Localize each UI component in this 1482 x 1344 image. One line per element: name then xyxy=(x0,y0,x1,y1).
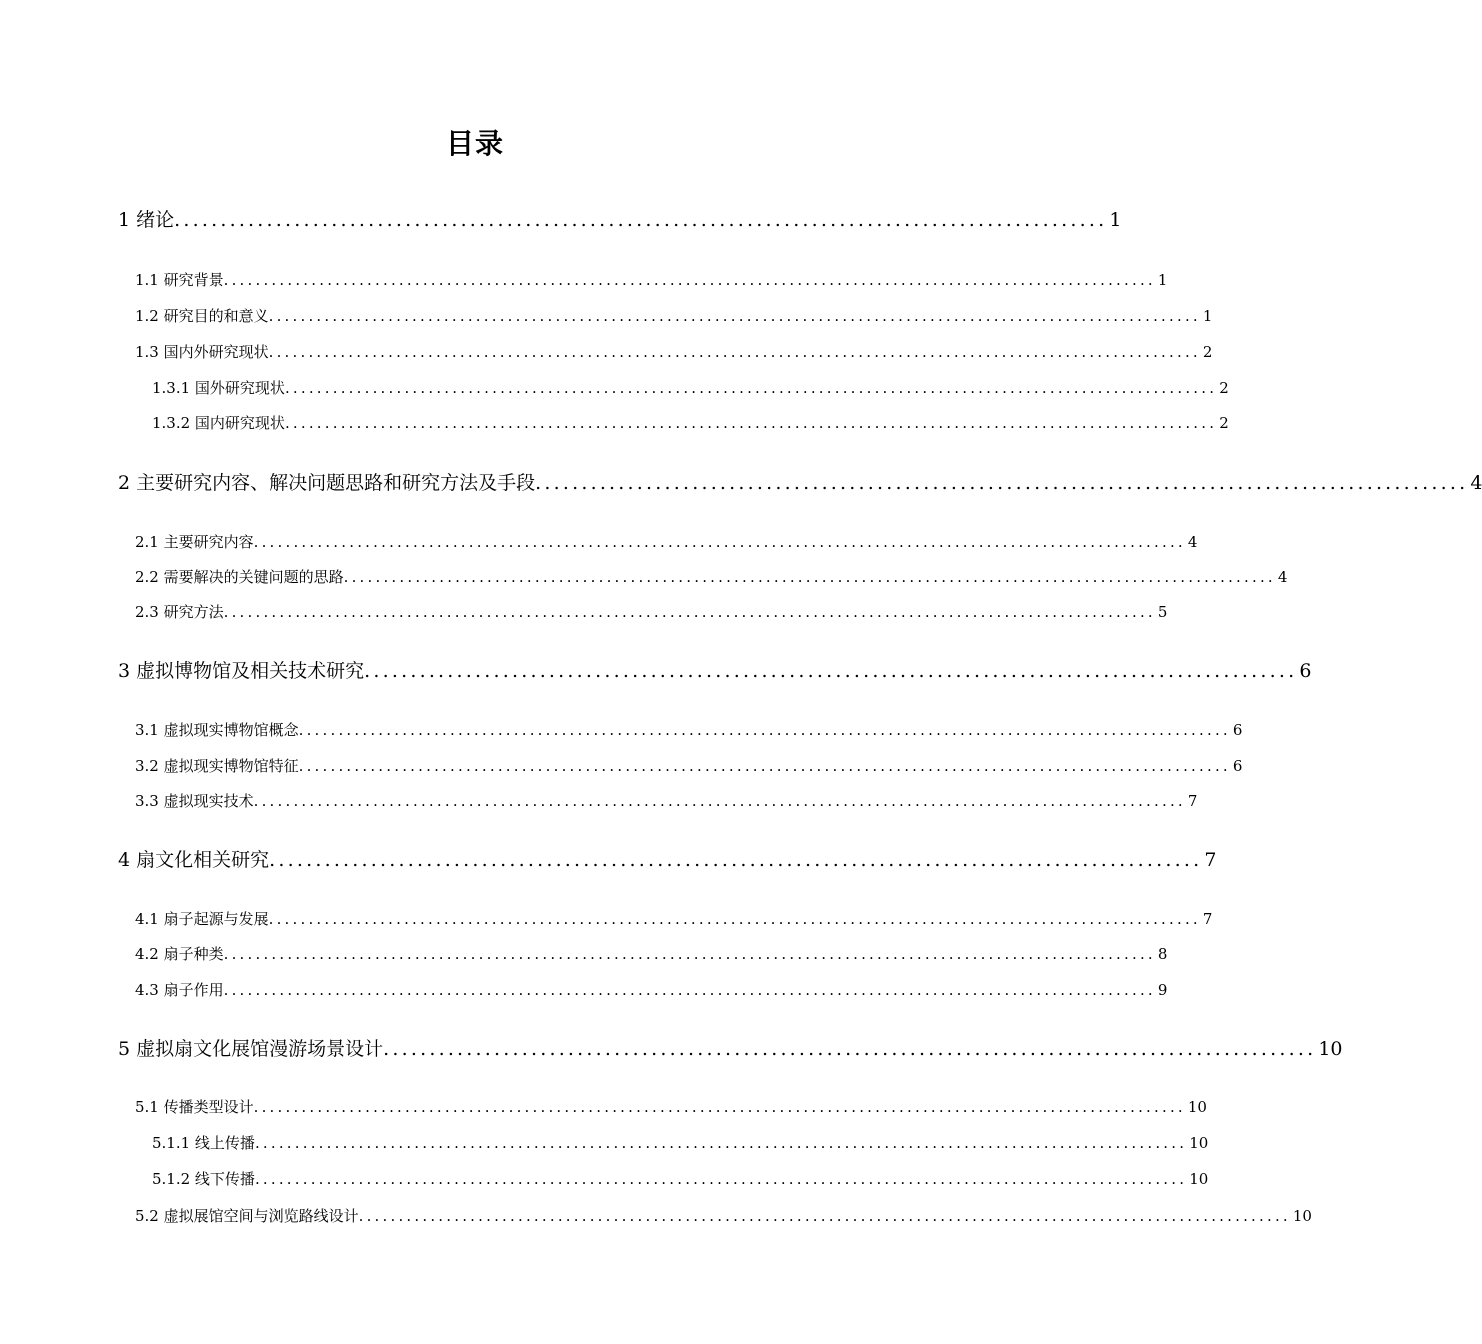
toc-entry[interactable] xyxy=(118,1035,1343,1063)
toc-entry-label: 1.3.1 国外研究现状 xyxy=(152,379,285,397)
toc-entry-page: 9 xyxy=(1157,981,1168,999)
toc-leader-dots: ..................................................................................................................... xyxy=(223,603,1156,621)
toc-entry-label: 4.1 扇子起源与发展 xyxy=(135,910,269,928)
toc-entry[interactable] xyxy=(135,341,1213,363)
toc-entry-page: 10 xyxy=(1292,1207,1312,1225)
toc-entry-page: 2 xyxy=(1202,343,1213,361)
toc-entry-page: 7 xyxy=(1204,849,1217,871)
toc-entry[interactable] xyxy=(135,1096,1207,1118)
toc-entry-label: 1.3.2 国内研究现状 xyxy=(152,414,285,432)
toc-leader-dots: ..................................................................................................... xyxy=(174,209,1108,231)
toc-entry-page: 1 xyxy=(1157,271,1168,289)
toc-entry-page: 10 xyxy=(1318,1038,1343,1060)
toc-entry[interactable] xyxy=(152,1168,1209,1190)
toc-leader-dots: ..................................................................................................................... xyxy=(298,721,1231,739)
toc-entry-page: 4 xyxy=(1277,568,1288,586)
toc-entry[interactable] xyxy=(135,908,1213,930)
toc-leader-dots: ..................................................................................................................... xyxy=(223,271,1156,289)
toc-entry-page: 1 xyxy=(1202,307,1213,325)
toc-leader-dots: ..................................................................................................................... xyxy=(268,307,1201,325)
toc-entry-label: 1.2 研究目的和意义 xyxy=(135,307,269,325)
toc-entry-page: 7 xyxy=(1202,910,1213,928)
toc-entry[interactable] xyxy=(118,657,1312,685)
toc-leader-dots: ..................................................................................................... xyxy=(364,660,1298,682)
toc-entry-page: 10 xyxy=(1189,1170,1209,1188)
toc-entry[interactable] xyxy=(118,469,1482,497)
toc-entry-page: 1 xyxy=(1109,209,1122,231)
toc-leader-dots: ..................................................................................................................... xyxy=(268,343,1201,361)
toc-entry-label: 5.1.1 线上传播 xyxy=(152,1134,255,1152)
toc-entry-label: 2.3 研究方法 xyxy=(135,603,224,621)
toc-entry[interactable] xyxy=(152,412,1229,434)
toc-entry-label: 3.2 虚拟现实博物馆特征 xyxy=(135,757,299,775)
toc-entry[interactable] xyxy=(135,305,1213,327)
toc-entry-label: 4 扇文化相关研究 xyxy=(118,849,270,871)
toc-leader-dots: ..................................................................................................................... xyxy=(284,414,1218,432)
toc-entry-page: 8 xyxy=(1157,945,1168,963)
toc-entry-label: 3 虚拟博物馆及相关技术研究 xyxy=(118,660,365,682)
toc-leader-dots: ..................................................................................................................... xyxy=(254,1170,1188,1188)
toc-leader-dots: ..................................................................................................................... xyxy=(268,910,1201,928)
toc-entry-page: 6 xyxy=(1232,757,1243,775)
toc-entry-label: 2 主要研究内容、解决问题思路和研究方法及手段 xyxy=(118,472,536,494)
toc-entry-label: 1 绪论 xyxy=(118,209,175,231)
toc-entry[interactable] xyxy=(135,790,1198,812)
toc-leader-dots: ..................................................................................................................... xyxy=(253,792,1186,810)
toc-leader-dots: ..................................................................................................................... xyxy=(343,568,1276,586)
toc-leader-dots: ..................................................................................................................... xyxy=(223,945,1156,963)
toc-entry[interactable] xyxy=(118,846,1217,874)
toc-leader-dots: ..................................................................................................................... xyxy=(253,1098,1186,1116)
toc-entry[interactable] xyxy=(135,943,1168,965)
toc-entry[interactable] xyxy=(135,269,1168,291)
toc-entry-page: 2 xyxy=(1219,379,1229,397)
toc-entry-page: 10 xyxy=(1189,1134,1209,1152)
toc-entry[interactable] xyxy=(152,377,1229,399)
toc-entry[interactable] xyxy=(135,601,1168,623)
toc-entry[interactable] xyxy=(135,719,1243,741)
toc-entry-page: 7 xyxy=(1187,792,1198,810)
toc-leader-dots: ..................................................................................................... xyxy=(535,472,1469,494)
toc-entry-page: 6 xyxy=(1232,721,1243,739)
toc-entry-page: 5 xyxy=(1157,603,1168,621)
toc-entry-label: 3.3 虚拟现实技术 xyxy=(135,792,254,810)
toc-entry-page: 2 xyxy=(1219,414,1229,432)
toc-entry[interactable] xyxy=(135,566,1288,588)
toc-leader-dots: ..................................................................................................................... xyxy=(358,1207,1291,1225)
toc-entry[interactable] xyxy=(135,531,1198,553)
toc-entry-page: 4 xyxy=(1470,472,1482,494)
toc-leader-dots: ..................................................................................................................... xyxy=(284,379,1218,397)
toc-entry-label: 4.2 扇子种类 xyxy=(135,945,224,963)
toc-entry-label: 2.2 需要解决的关键问题的思路 xyxy=(135,568,344,586)
toc-entry[interactable] xyxy=(135,1205,1312,1227)
toc-entry-label: 2.1 主要研究内容 xyxy=(135,533,254,551)
toc-entry-label: 5.2 虚拟展馆空间与浏览路线设计 xyxy=(135,1207,359,1225)
toc-leader-dots: ..................................................................................................................... xyxy=(298,757,1231,775)
toc-entry[interactable] xyxy=(135,979,1168,1001)
toc-entry-label: 3.1 虚拟现实博物馆概念 xyxy=(135,721,299,739)
toc-entry[interactable] xyxy=(152,1132,1209,1154)
toc-entry[interactable] xyxy=(135,755,1243,777)
toc-entry-label: 1.3 国内外研究现状 xyxy=(135,343,269,361)
toc-entry-label: 4.3 扇子作用 xyxy=(135,981,224,999)
toc-leader-dots: ..................................................................................................... xyxy=(383,1038,1317,1060)
toc-entry[interactable] xyxy=(118,206,1122,234)
toc-entry-page: 6 xyxy=(1299,660,1312,682)
toc-entry-page: 10 xyxy=(1187,1098,1207,1116)
toc-entry-page: 4 xyxy=(1187,533,1198,551)
toc-entry-label: 5.1 传播类型设计 xyxy=(135,1098,254,1116)
toc-leader-dots: ..................................................................................................... xyxy=(269,849,1203,871)
toc-leader-dots: ..................................................................................................................... xyxy=(253,533,1186,551)
page-title: 目录 xyxy=(445,127,504,160)
toc-entry-label: 5 虚拟扇文化展馆漫游场景设计 xyxy=(118,1038,384,1060)
toc-entry-label: 1.1 研究背景 xyxy=(135,271,224,289)
toc-entry-label: 5.1.2 线下传播 xyxy=(152,1170,255,1188)
toc-leader-dots: ..................................................................................................................... xyxy=(223,981,1156,999)
toc-leader-dots: ..................................................................................................................... xyxy=(254,1134,1188,1152)
